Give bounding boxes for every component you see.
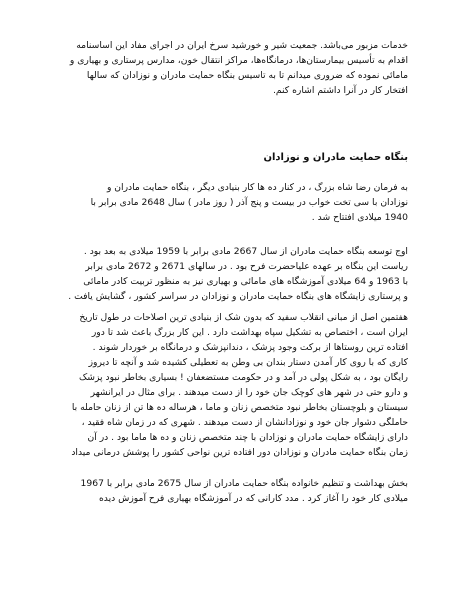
text-line: مامائی نموده که ضروری میدانم تا به تاسیس بنگاه حمایت مادران و نوزادان که سالها — [86, 70, 408, 81]
text-line: کاری که با روی کار آمدن دستار بندان بی وطن به تعطیلی کشیده شد و آنچه تا دیروز — [88, 357, 408, 368]
text-line: حاملگی دشوار جان خود و نوزادانشان از دست میدهند . شهری که در زمان شاه فقید ، — [81, 417, 408, 428]
paragraph-expansion — [53, 244, 408, 304]
paragraph-founding — [53, 180, 408, 225]
text-line: به فرمان رضا شاه بزرگ ، در کنار ده ها کار بنیادی دیگر ، بنگاه حمایت مادران و — [106, 182, 408, 193]
section-heading: بنگاه حمایت مادران و نوزادان — [263, 152, 408, 163]
text-line: رایگان بود ، به شکل پولی در آمد و در حکومت مستضعفان ! بسیاری بخاطر نبود پزشک — [79, 372, 408, 383]
text-line: ریاست این بنگاه بر عهده علیاحضرت فرح بود . در سالهای 2671 و 2672 مادی برابر — [85, 261, 408, 272]
text-line: نوزادان با سی تخت خواب در بیست و پنج آذر ( روز مادر ) سال 2648 مادی برابر با — [90, 197, 408, 208]
text-line: افتاده ترین روستاها از برکت وجود پزشک ، دندانپزشک و درمانگاه بر خوردار شوند . — [92, 342, 408, 353]
text-line: با 1963 و 64 میلادی آموزشگاه های مامائی و بهیاری نیز به منظور تربیت کادر مامائی — [83, 276, 408, 287]
text-line: اوج توسعه بنگاه حمایت مادران از سال 2667 مادی برابر با 1959 میلادی به بعد بود . — [83, 246, 408, 257]
text-line: 1940 میلادی افتتاح شد . — [311, 212, 408, 223]
intro-paragraph — [53, 38, 408, 98]
text-line: میلادی کار خود را آغاز کرد . مدد کارانی که در آموزشگاه بهیاری فرح آموزش دیده — [98, 493, 408, 504]
text-line: و دارو حتی در شهر های کوچک جان خود را از دست میدهند . برای مثال در ایرانشهر — [90, 387, 408, 398]
text-line: بخش بهداشت و تنظیم خانواده بنگاه حمایت مادران از سال 2675 مادی برابر با 1967 — [80, 478, 408, 489]
paragraph-white-revolution — [53, 310, 408, 460]
text-line: افتخار کار در آنرا داشتم اشاره کنم. — [273, 85, 408, 96]
paragraph-family-planning — [53, 476, 408, 506]
text-line: سیستان و بلوچستان بخاطر نبود متخصص زنان و ماما ، هرساله ده ها تن از زنان حامله با — [71, 402, 408, 413]
text-line: ایران است ، اختصاص به تشکیل سپاه بهداشت دارد . این کار بزرگ باعث شد تا دور — [91, 327, 408, 338]
text-line: هفتمین اصل از مبانی انقلاب سفید که بدون شک از بنیادی ترین اصلاحات در طول تاریخ — [79, 312, 408, 323]
text-line: اقدام به تأسیس بیمارستان‌ها، درمانگاه‌ها، مراکز انتقال خون، مدارس پرستاری و بهیاری و — [69, 55, 408, 66]
text-line: زمان بنگاه حمایت مادران و نوزادان دور افتاده ترین نواحی کشور را پوشش درمانی میداد — [71, 447, 408, 458]
text-line: و پرستاری زایشگاه های بنگاه حمایت مادران و نوزادان در سراسر کشور ، گشایش یافت . — [68, 291, 408, 302]
text-line: خدمات مزبور می‌باشد. جمعیت شیر و خورشید سرخ ایران در اجرای مفاد این اساسنامه — [76, 40, 408, 51]
text-line: دارای زایشگاه حمایت مادران و نوزادان با چند متخصص زنان و ده ها ماما بود . در آن — [87, 432, 408, 443]
